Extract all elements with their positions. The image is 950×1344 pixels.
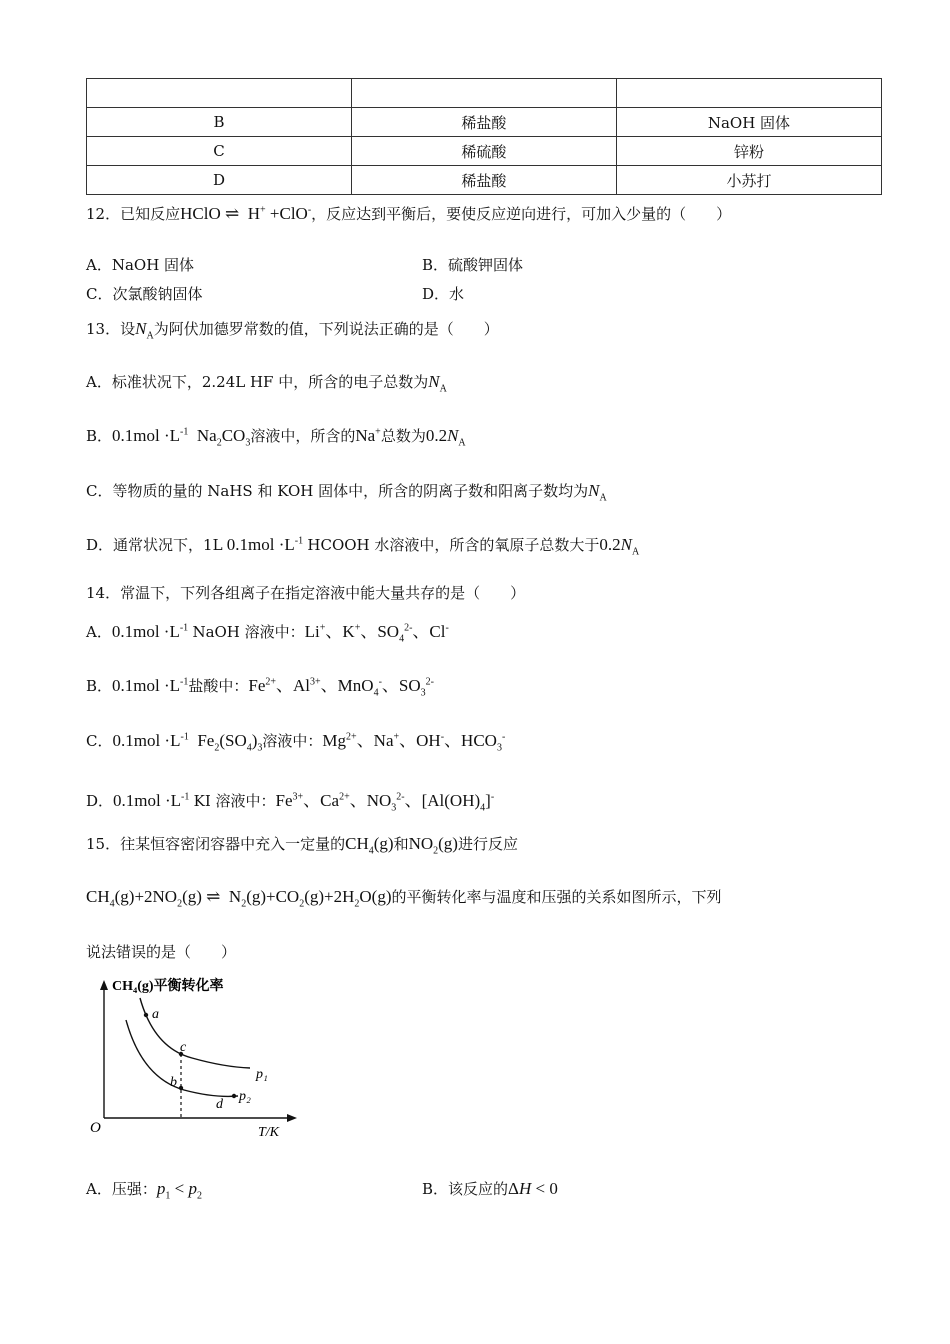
q13-option-d: D．通常状况下，1L $0.1mol \cdot L^{-1}$ HCOOH 水溶液中，所含的氧原子总数大于$0.2N_A$ <box>86 535 640 558</box>
table-cell: B <box>87 108 352 137</box>
curve-p2 <box>126 1020 238 1096</box>
q13-option-a: A．标准状况下，2.24L HF 中，所含的电子总数为$N_A$ <box>86 372 447 395</box>
q14-option-a: A．$0.1mol \cdot L^{-1}$ NaOH 溶液中：Li+、K+、$SO_4^{2-}$、Cl- <box>86 622 449 645</box>
options-table <box>86 78 882 195</box>
q12-option-d: D．水 <box>422 285 465 303</box>
table-cell: C <box>87 137 352 166</box>
q14-option-c: C．$0.1mol \cdot L^{-1}$ $Fe_2(SO_4)_3$溶液中：$Mg^{2+}$、Na+、OH-、$HCO_3^-$ <box>86 731 506 754</box>
label-a: a <box>152 1007 159 1022</box>
q15-option-b: B．该反应的ΔH < 0 <box>422 1179 558 1198</box>
table-cell: 稀盐酸 <box>351 108 616 137</box>
table-cell: 小苏打 <box>616 166 881 195</box>
q15-stem-cont: 说法错误的是（ ） <box>86 943 237 961</box>
q15-option-a: A．压强：$p_1 < p_2$ <box>86 1179 202 1202</box>
q13-option-b: B．$0.1mol \cdot L^{-1}$ $Na_2CO_3$溶液中，所含的Na+总数为$0.2N_A$ <box>86 426 466 449</box>
q14-option-b: B．$0.1mol \cdot L^{-1}$盐酸中：$Fe^{2+}$、$Al^{3+}$、MnO$_4$-、$SO_3^{2-}$ <box>86 676 434 699</box>
q15-reaction: $CH_4(g)+2NO_2(g)$ ⇌ $N_2(g)+CO_2(g)+2H_2O(g)$的平衡转化率与温度和压强的关系如图所示，下列 <box>86 887 722 910</box>
q12-option-b: B．硫酸钾固体 <box>422 256 524 274</box>
table-cell <box>87 79 352 108</box>
table-cell: 锌粉 <box>616 137 881 166</box>
table-row <box>87 79 882 108</box>
graph-origin: O <box>90 1120 101 1136</box>
graph-xlabel: T/K <box>258 1125 280 1140</box>
table-cell: 稀盐酸 <box>351 166 616 195</box>
q13-stem: 13．设$N_A$为阿伏加德罗常数的值，下列说法正确的是（ ） <box>86 319 499 342</box>
table-cell: 稀硫酸 <box>351 137 616 166</box>
table-cell <box>351 79 616 108</box>
q14-option-d: D．$0.1mol \cdot L^{-1}$ KI 溶液中：$Fe^{3+}$、$Ca^{2+}$、$NO_3^{2-}$、$[Al(OH)_4]^-$ <box>86 791 495 814</box>
y-axis-arrow-icon <box>100 980 108 990</box>
conversion-graph <box>84 970 314 1142</box>
label-p2: p₂ <box>239 1089 251 1104</box>
q12-stem: 12．已知反应HClO ⇌ H+ +ClO-，反应达到平衡后，要使反应逆向进行，可加入少量的（ ） <box>86 204 732 223</box>
q13-option-c: C．等物质的量的 NaHS 和 KOH 固体中，所含的阴离子数和阳离子数均为$N_A$ <box>86 481 607 504</box>
table-row <box>87 108 882 137</box>
table-cell <box>616 79 881 108</box>
q12-equation: HClO ⇌ H+ +ClO- <box>180 204 312 223</box>
label-p1: p₁ <box>256 1067 268 1082</box>
graph-ylabel: CH₄(g)平衡转化率 <box>112 979 224 994</box>
label-d: d <box>216 1097 223 1112</box>
label-b: b <box>170 1075 177 1090</box>
point-b <box>179 1086 183 1090</box>
label-c: c <box>180 1040 187 1055</box>
table-row <box>87 137 882 166</box>
point-a <box>144 1013 148 1017</box>
table-cell: D <box>87 166 352 195</box>
q12-option-a: A．NaOH 固体 <box>86 256 195 274</box>
q12-option-c: C．次氯酸钠固体 <box>86 285 203 303</box>
table-row <box>87 166 882 195</box>
point-d <box>232 1094 236 1098</box>
q14-stem: 14．常温下，下列各组离子在指定溶液中能大量共存的是（ ） <box>86 584 526 602</box>
q15-stem: 15．往某恒容密闭容器中充入一定量的$CH_4(g)$和$NO_2(g)$进行反应 <box>86 834 518 857</box>
table-cell: NaOH 固体 <box>616 108 881 137</box>
x-axis-arrow-icon <box>287 1114 297 1122</box>
